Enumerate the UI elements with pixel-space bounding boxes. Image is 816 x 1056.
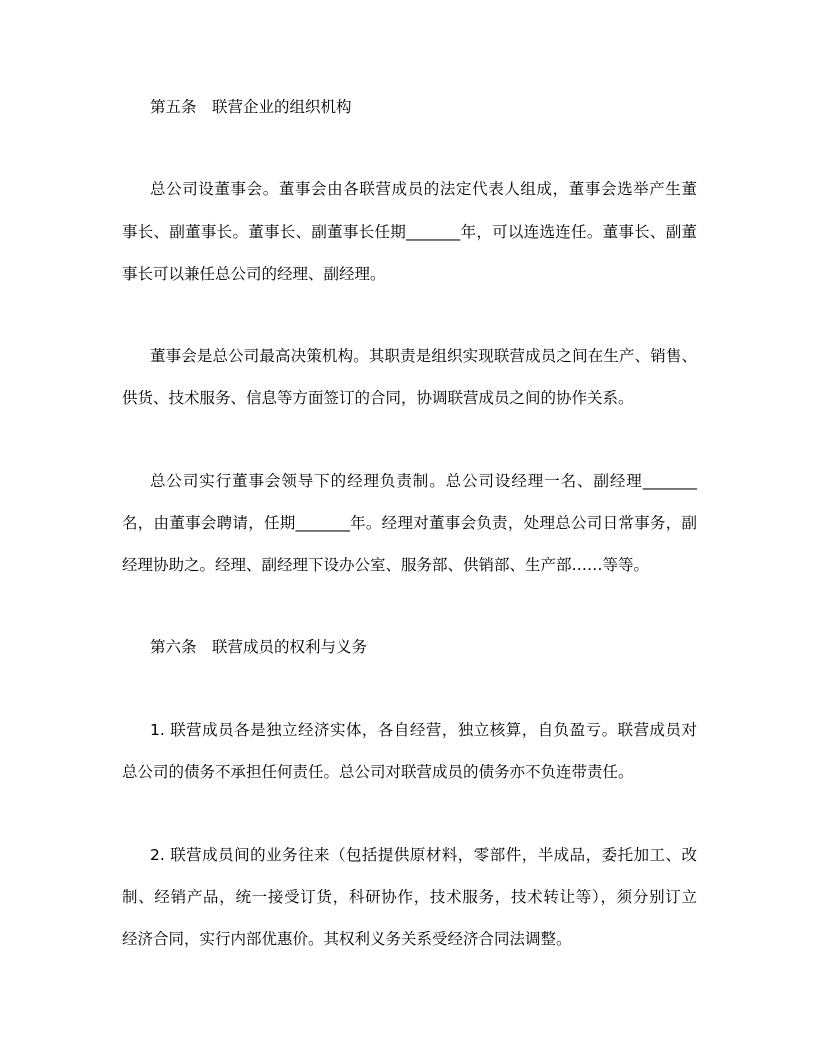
article5-p2-line2: 供货、技术服务、信息等方面签订的合同，协调联营成员之间的协作关系。 [122,389,634,407]
article5-p1-line1: 总公司设董事会。董事会由各联营成员的法定代表人组成，董事会选举产生董 [150,180,697,198]
article6-item2-line2: 制、经销产品，统一接受订货，科研协作，技术服务，技术转让等），须分别订立 [122,888,697,906]
article5-p1-line3: 事长可以兼任总公司的经理、副经理。 [122,265,386,283]
article6-item2-line1: 2. 联营成员间的业务往来（包括提供原材料，零部件，半成品，委托加工、改 [150,846,697,864]
article5-p3-line2: 名，由董事会聘请，任期_______年。经理对董事会负责，处理总公司日常事务，副 [122,514,697,532]
article6-item2-line3: 经济合同，实行内部优惠价。其权利义务关系受经济合同法调整。 [122,930,572,948]
article5-p2-line1: 董事会是总公司最高决策机构。其职责是组织实现联营成员之间在生产、销售、 [150,347,697,365]
article6-heading: 第六条 联营成员的权利与义务 [150,638,368,656]
article5-p1-line2: 事长、副董事长。董事长、副董事长任期_______年，可以连选连任。董事长、副董 [122,223,697,241]
article5-heading: 第五条 联营企业的组织机构 [150,98,352,116]
article5-p3-line1: 总公司实行董事会领导下的经理负责制。总公司设经理一名、副经理_______ [150,472,697,490]
article6-item1-line1: 1. 联营成员各是独立经济实体，各自经营，独立核算，自负盈亏。联营成员对 [150,721,697,739]
article5-p3-line3: 经理协助之。经理、副经理下设办公室、服务部、供销部、生产部……等等。 [122,556,650,574]
article6-item1-line2: 总公司的债务不承担任何责任。总公司对联营成员的债务亦不负连带责任。 [122,763,634,781]
